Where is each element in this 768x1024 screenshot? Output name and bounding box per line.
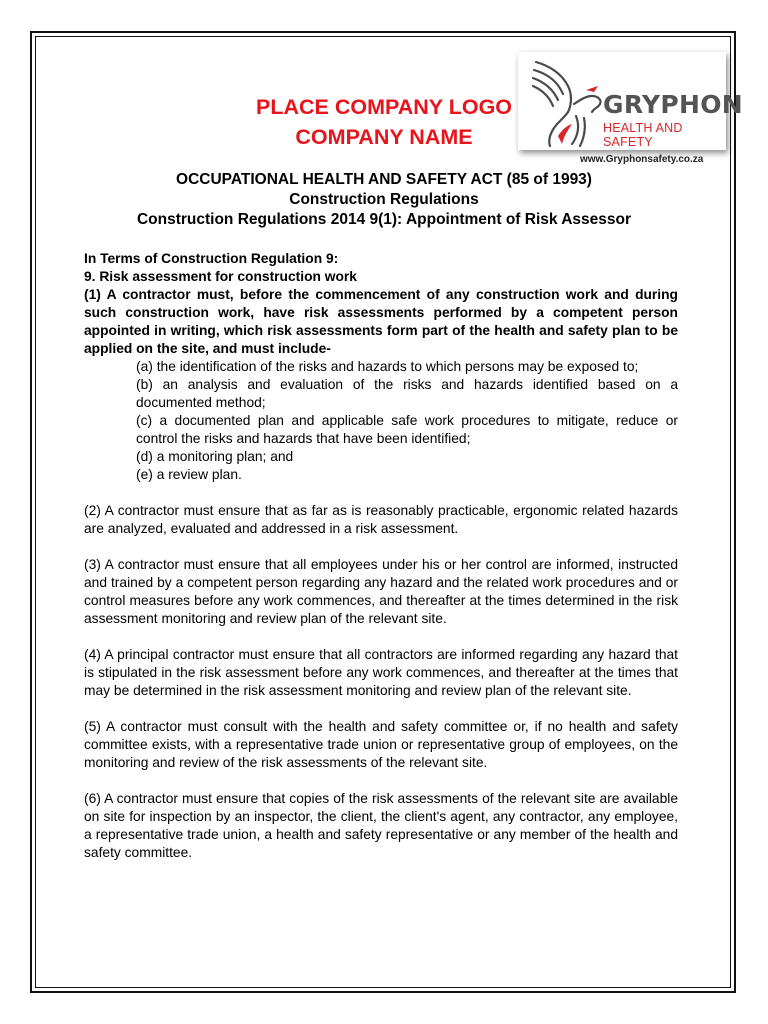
logo-card [518, 52, 744, 150]
appointment-title: Construction Regulations 2014 9(1): Appointment of Risk Assessor [136, 211, 632, 228]
list-item: (b) an analysis and evaluation of the risks and hazards identified based on a documented method; [136, 377, 678, 410]
list-item: (e) a review plan. [136, 467, 242, 482]
list-item: (d) a monitoring plan; and [136, 449, 294, 464]
company-placeholder [229, 92, 539, 152]
logo-subtitle: HEALTH AND SAFETY [603, 121, 683, 149]
gryphon-icon [528, 56, 608, 148]
act-title: OCCUPATIONAL HEALTH AND SAFETY ACT (85 of 1993) [176, 171, 592, 188]
logo-placeholder-text: PLACE COMPANY LOGO [255, 95, 513, 119]
list-item: (c) a documented plan and applicable safe work procedures to mitigate, reduce or control the risks and hazards that have been identified; [136, 413, 678, 446]
section-heading: 9. Risk assessment for construction work [84, 269, 357, 284]
company-name-placeholder: COMPANY NAME [295, 125, 473, 149]
clause-1: (1) A contractor must, before the commencement of any construction work and during such construction work, have risk assessments performed by a competent person appointed in writing, which risk assessments form part of the health and safety plan to be applied on the site, and must include- [84, 287, 678, 356]
list-item: (a) the identification of the risks and hazards to which persons may be exposed to; [136, 359, 639, 374]
document-titles [60, 170, 708, 230]
regulations-title: Construction Regulations [289, 191, 479, 208]
clause-5: (5) A contractor must consult with the health and safety committee or, if no health and safety committee exists, with a representative trade union or representative group of employees, on the monitoring and review of the risk assessments of the relevant site. [84, 719, 678, 770]
clause-4: (4) A principal contractor must ensure that all contractors are informed regarding any hazard that is stipulated in the risk assessment before any work commences, and thereafter at the times that may be determined in the risk assessment monitoring and review plan of the relevant site. [84, 647, 678, 698]
logo-brand-name: GRYPHON [603, 90, 744, 119]
document-body [84, 250, 678, 862]
clause-2: (2) A contractor must ensure that as far as is reasonably practicable, ergonomic related hazards are analyzed, evaluated and addressed in a risk assessment. [84, 503, 678, 536]
clause-3: (3) A contractor must ensure that all employees under his or her control are informed, instructed and trained by a competent person regarding any hazard and the related work procedures and or control measures before any work commences, and thereafter at the times determined in the risk assessment monitoring and review plan of the relevant site. [84, 557, 678, 626]
regulation-heading: In Terms of Construction Regulation 9: [84, 251, 339, 266]
gryphon-logo [518, 52, 744, 172]
clause-6: (6) A contractor must ensure that copies of the risk assessments of the relevant site are available on site for inspection by an inspector, the client, the client's agent, any contractor, any employee, a representative trade union, a health and safety representative or any member of the health and safety committee. [84, 791, 678, 860]
logo-url: www.Gryphonsafety.co.za [580, 154, 704, 165]
